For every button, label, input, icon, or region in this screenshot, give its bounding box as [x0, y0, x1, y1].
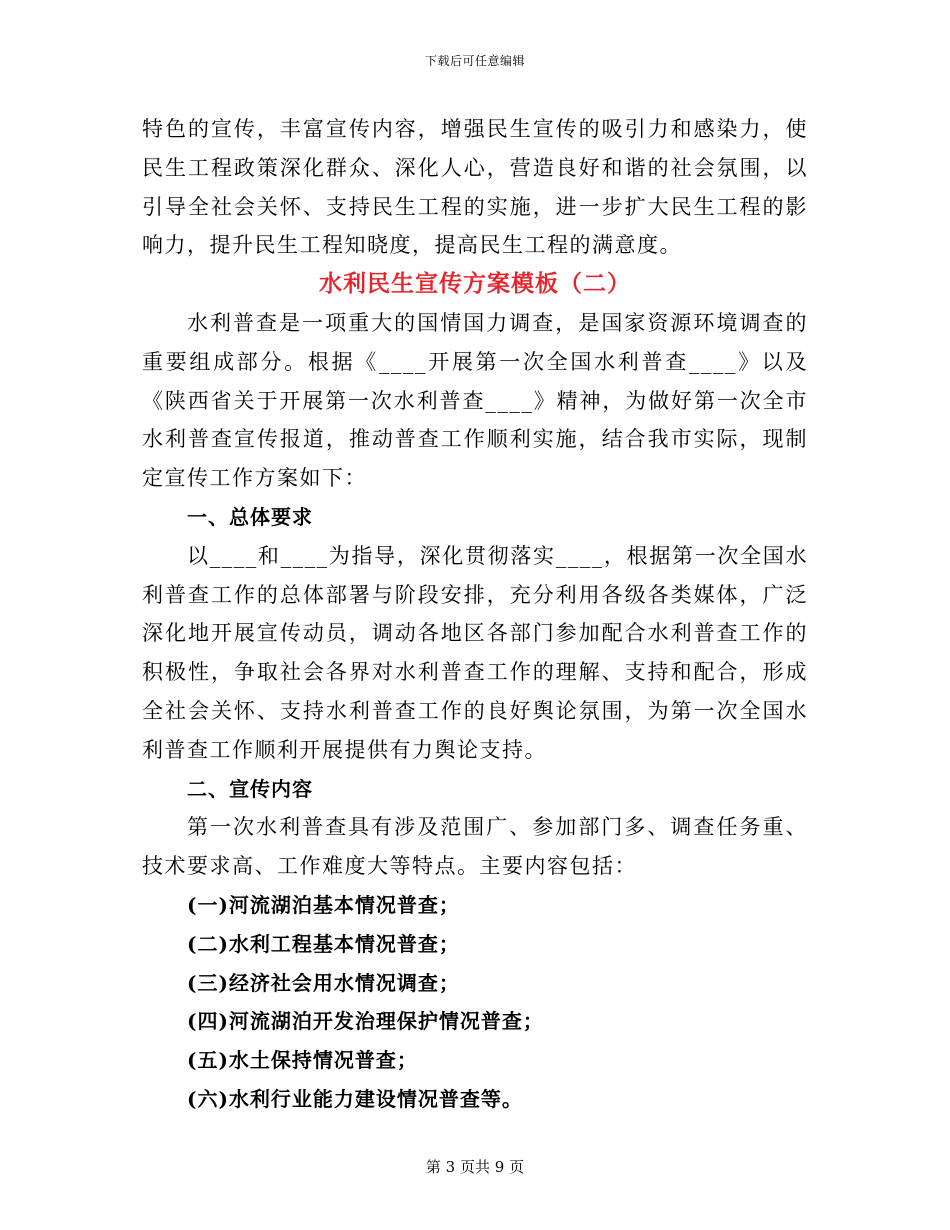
list-item: (六)水利行业能力建设情况普查等。: [187, 1086, 523, 1111]
paragraph-continued: 特色的宣传，丰富宣传内容，增强民生宣传的吸引力和感染力，使民生工程政策深化群众、深化人心，营造良好和谐的社会氛围，以引导全社会关怀、支持民生工程的实施，进一步扩大民生工程的影响力，提升民生工程知晓度，提高民生工程的满意度。: [142, 117, 808, 258]
document-body: [142, 110, 808, 1119]
page-header: 下载后可任意编辑: [424, 54, 525, 68]
paragraph-general-requirements: 以____和____为指导，深化贯彻落实____，根据第一次全国水利普查工作的总体部署与阶段安排，充分利用各级各类媒体，广泛深化地开展宣传动员，调动各地区各部门参加配合水利普查工作的积极性，争取社会各界对水利普查工作的理解、支持和配合，形成全社会关怀、支持水利普查工作的良好舆论氛围，为第一次全国水利普查工作顺利开展提供有力舆论支持。: [142, 543, 808, 762]
heading-publicity-content: 二、宣传内容: [187, 776, 313, 801]
section-title: 水利民生宣传方案模板（二）: [319, 270, 631, 298]
page-footer: 第 3 页共 9 页: [425, 1158, 525, 1176]
list-item: (二)水利工程基本情况普查；: [187, 931, 460, 956]
list-item: (三)经济社会用水情况调查；: [187, 970, 460, 995]
list-item: (一)河流湖泊基本情况普查；: [187, 892, 460, 917]
list-item: (五)水土保持情况普查；: [187, 1048, 418, 1073]
list-item: (四)河流湖泊开发治理保护情况普查；: [187, 1009, 544, 1034]
paragraph-publicity-content: 第一次水利普查具有涉及范围广、参加部门多、调查任务重、技术要求高、工作难度大等特点。主要内容包括：: [142, 815, 808, 879]
heading-general-requirements: 一、总体要求: [187, 504, 313, 529]
paragraph-intro: 水利普查是一项重大的国情国力调查，是国家资源环境调查的重要组成部分。根据《____开展第一次全国水利普查____》以及《陕西省关于开展第一次水利普查____》精神，为做好第一次全市水利普查宣传报道，推动普查工作顺利实施，结合我市实际，现制定宣传工作方案如下：: [142, 310, 808, 491]
